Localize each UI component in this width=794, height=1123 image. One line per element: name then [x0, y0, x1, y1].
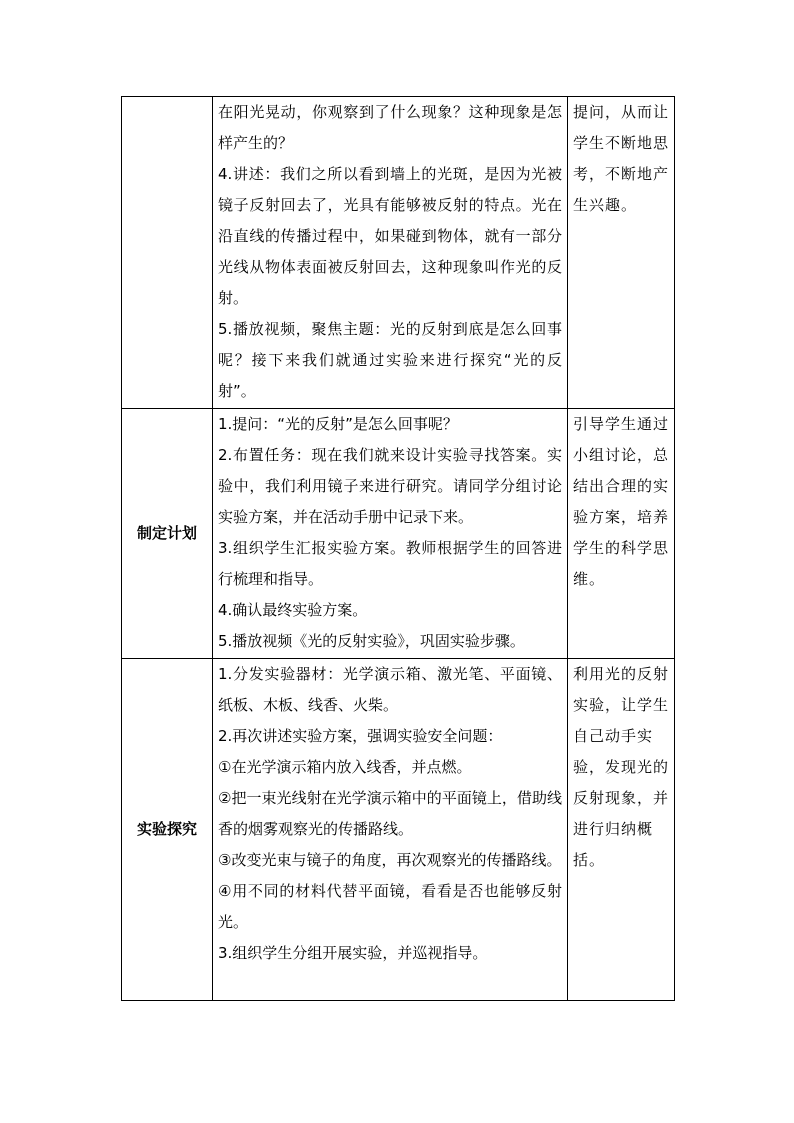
content-paragraph: 5.播放视频，聚焦主题：光的反射到底是怎么回事呢？接下来我们就通过实验来进行探究“光的反射”。 [218, 320, 562, 400]
stage-cell [122, 97, 213, 409]
purpose-text: 引导学生通过小组讨论，总结出合理的实验方案，培养学生的科学思维。 [573, 415, 670, 588]
content-paragraph: ②把一束光线射在光学演示箱中的平面镜上，借助线香的烟雾观察光的传播路线。 [218, 789, 562, 838]
purpose-cell [568, 97, 675, 409]
content-paragraph: 在阳光晃动，你观察到了什么现象？这种现象是怎样产生的？ [218, 103, 562, 152]
content-paragraph: ③改变光束与镜子的角度，再次观察光的传播路线。 [218, 851, 562, 869]
content-paragraph: 3.组织学生汇报实验方案。教师根据学生的回答进行梳理和指导。 [218, 539, 562, 588]
content-paragraph: 2.再次讲述实验方案，强调实验安全问题： [218, 727, 503, 745]
content-paragraph: 4.讲述：我们之所以看到墙上的光斑，是因为光被镜子反射回去了，光具有能够被反射的特点。光在沿直线的传播过程中，如果碰到物体，就有一部分光线从物体表面被反射回去，这种现象叫作光的反射。 [218, 165, 562, 307]
content-paragraph: 3.组织学生分组开展实验，并巡视指导。 [218, 944, 488, 962]
content-cell [213, 659, 568, 1001]
content-paragraph: ④用不同的材料代替平面镜，看看是否也能够反射光。 [218, 882, 562, 931]
purpose-text: 利用光的反射实验，让学生自己动手实验，发现光的反射现象，并进行归纳概括。 [573, 665, 670, 869]
table-row [122, 97, 675, 409]
content-paragraph: 4.确认最终实验方案。 [218, 601, 368, 619]
content-paragraph: 5.播放视频《光的反射实验》，巩固实验步骤。 [218, 632, 525, 650]
purpose-cell [568, 409, 675, 659]
table-row [122, 409, 675, 659]
content-paragraph: ①在光学演示箱内放入线香，并点燃。 [218, 758, 472, 776]
purpose-text: 提问，从而让学生不断地思考，不断地产生兴趣。 [573, 103, 670, 214]
content-cell [213, 97, 568, 409]
content-paragraph: 1.提问：“光的反射”是怎么回事呢？ [218, 415, 458, 433]
lesson-plan-table [121, 96, 675, 1001]
content-cell [213, 409, 568, 659]
content-paragraph: 1.分发实验器材：光学演示箱、激光笔、平面镜、纸板、木板、线香、火柴。 [218, 665, 562, 714]
stage-cell: 实验探究 [122, 659, 213, 1001]
purpose-cell [568, 659, 675, 1001]
stage-cell: 制定计划 [122, 409, 213, 659]
table-row [122, 659, 675, 1001]
content-paragraph: 2.布置任务：现在我们就来设计实验寻找答案。实验中，我们利用镜子来进行研究。请同学分组讨论实验方案，并在活动手册中记录下来。 [218, 446, 562, 526]
